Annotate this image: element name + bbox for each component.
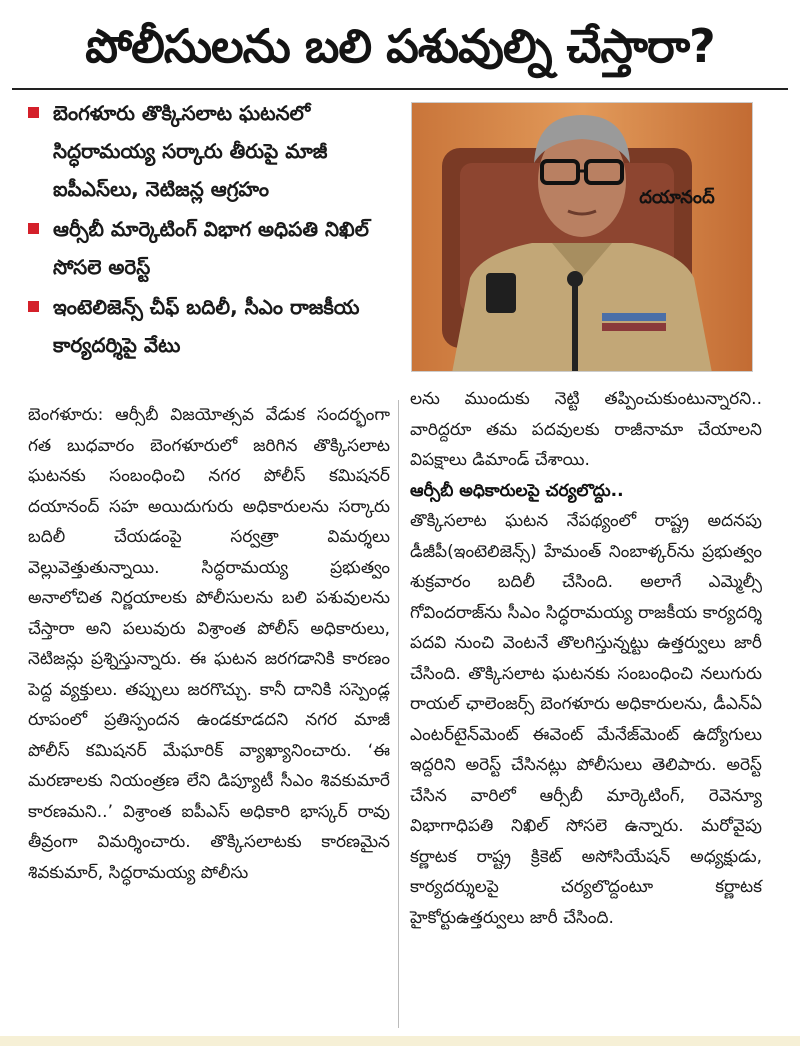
column-divider: [398, 400, 399, 1028]
article-paragraph: బెంగళూరు: ఆర్సీబీ విజయోత్సవ వేడుక సందర్భంగా గత బుధవారం బెంగళూరులో జరిగిన తొక్కిసలాట ఘటనకు సంబంధించి నగర పోలీస్ కమిషనర్ దయానంద్ సహ అయిదుగురు అధికారులను సర్కారు బదిలీ చేయడంపై సర్వత్రా విమర్శలు వెల్లువెత్తుతున్నాయి. సిద్ధరామయ్య ప్రభుత్వం అనాలోచిత నిర్ణయాలకు పోలీసులను బలి పశువులను చేస్తారా అని పలువురు విశ్రాంత పోలీస్ అధికారులు, నెటిజన్లు ప్రశ్నిస్తున్నారు. ఈ ఘటన జరగడానికి కారణం పెద్ద వ్యక్తులు. తప్పులు జరగొచ్చు. కానీ దానికి సస్పెండ్ల రూపంలో ప్రతిస్పందన ఉండకూడదని నగర మాజీ పోలీస్ కమిషనర్ మేఘారిక్ వ్యాఖ్యానించారు. ‘ఈ మరణాలకు నియంత్రణ లేని డిప్యూటీ సీఎం శివకుమారే కారణమని..’ విశ్రాంత ఐపీఎస్ అధికారి భాస్కర్ రావు తీవ్రంగా విమర్శించారు. తొక్కిసలాటకు కారణమైన శివకుమార్, సిద్ధరామయ్య పోలీసు: [28, 405, 390, 883]
highlight-text: ఆర్సీబీ మార్కెటింగ్ విభాగ అధిపతి నిఖిల్ సోసలె అరెస్ట్: [53, 217, 369, 279]
article-paragraph: తొక్కిసలాట ఘటన నేపథ్యంలో రాష్ట్ర అదనపు డీజీపీ(ఇంటెలిజెన్స్) హేమంత్ నింబాళ్కర్‌ను ప్రభుత్వం శుక్రవారం బదిలీ చేసింది. అలాగే ఎమ్మెల్సీ గోవిందరాజ్‌ను సీఎం సిద్ధరామయ్య రాజకీయ కార్యదర్శి పదవి నుంచి వెంటనే తొలగిస్తున్నట్టు ఉత్తర్వులు జారీ చేసింది. తొక్కిసలాట ఘటనకు సంబంధించి నలుగురు రాయల్ ఛాలెంజర్స్ బెంగళూరు అధికారులను, డీఎన్ఏ ఎంటర్‌టైన్‌మెంట్ ఈవెంట్ మేనేజ్‌మెంట్ ఉద్యోగులు ఇద్దరిని అరెస్ట్ చేసినట్లు పోలీసులు తెలిపారు. అరెస్ట్ చేసిన వారిలో ఆర్సీబీ మార్కెటింగ్, రెవెన్యూ విభాగాధిపతి నిఖిల్ సోసలె ఉన్నారు. మరోవైపు కర్ణాటక రాష్ట్ర క్రికెట్ అసోసియేషన్ అధ్యక్షుడు, కార్యదర్శులపై చర్యలొద్దంటూ కర్ణాటక హైకోర్టుఉత్తర్వులు జారీ చేసింది.: [410, 511, 762, 928]
highlights-list: [28, 94, 403, 404]
red-square-bullet-icon: [28, 107, 39, 118]
red-square-bullet-icon: [28, 223, 39, 234]
photo-caption: దయానంద్: [639, 187, 715, 208]
highlight-item: [28, 94, 403, 208]
red-square-bullet-icon: [28, 301, 39, 312]
highlight-item: [28, 210, 403, 286]
article-column-left: [28, 400, 390, 888]
article-paragraph: లను ముందుకు నెట్టి తప్పించుకుంటున్నారని.. వారిద్దరూ తమ పదవులకు రాజీనామా చేయాలని విపక్షాలు డిమాండ్ చేశాయి.: [410, 389, 762, 470]
page-bottom-band: [0, 1036, 800, 1046]
article-column-right: [410, 384, 762, 933]
officer-photo: [411, 102, 753, 372]
highlight-item: [28, 288, 403, 364]
headline: పోలీసులను బలి పశువుల్ని చేస్తారా?: [85, 19, 715, 73]
highlight-text: బెంగళూరు తొక్కిసలాట ఘటనలో సిద్ధరామయ్య సర్కారు తీరుపై మాజీ ఐపీఎస్‌లు, నెటిజన్ల ఆగ్రహం: [53, 101, 328, 201]
headline-rule: [12, 88, 788, 90]
highlight-text: ఇంటెలిజెన్స్ చీఫ్ బదిలీ, సీఎం రాజకీయ కార్యదర్శిపై వేటు: [53, 295, 360, 357]
article-subheading: ఆర్సీబీ అధికారులపై చర్యలొద్దు..: [410, 480, 624, 501]
